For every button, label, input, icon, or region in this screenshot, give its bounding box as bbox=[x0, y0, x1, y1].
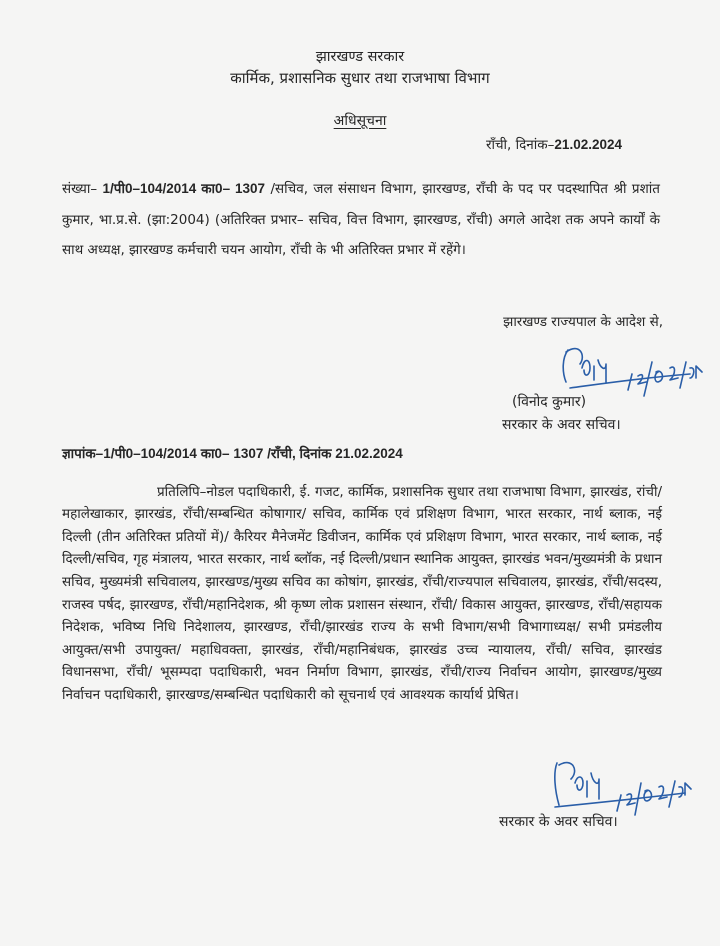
document-title-text: अधिसूचना bbox=[333, 113, 387, 129]
governor-order-line: झारखण्ड राज्यपाल के आदेश से, bbox=[503, 314, 663, 330]
copy-distribution-body bbox=[62, 458, 662, 707]
signatory-name: (विनोद कुमार) bbox=[512, 394, 587, 410]
government-heading: झारखण्ड सरकार bbox=[315, 49, 405, 65]
issue-date: 21.02.2024 bbox=[554, 137, 622, 152]
signatory-designation: सरकार के अवर सचिव। bbox=[502, 417, 621, 433]
memo-number-text: ज्ञापांक–1/पी0–104/2014 का0– 1307 /राँची, दिनांक 21.02.2024 bbox=[62, 446, 403, 461]
notification-text: /सचिव, जल संसाधन विभाग, झारखण्ड, राँची के पद पर पदस्थापित श्री प्रशांत कुमार, भा.प्र.से. (झा:2004) (अतिरिक्त प्रभार– सचिव, वित्त विभाग, झारखण्ड, राँची) अगले आदेश तक अपने कार्यों के साथ अध्यक्ष, झारखण्ड कर्मचारी चयन आयोग, राँची के भी अतिरिक्त प्रभार में रहेंगे। bbox=[62, 181, 660, 258]
number-label: संख्या– bbox=[62, 181, 103, 197]
department-heading: कार्मिक, प्रशासनिक सुधार तथा राजभाषा विभाग bbox=[230, 69, 490, 87]
place-label: राँची, दिनांक– bbox=[485, 137, 555, 153]
signatory-designation-2: सरकार के अवर सचिव। bbox=[499, 814, 618, 830]
notification-body bbox=[62, 174, 660, 266]
document-title bbox=[0, 111, 720, 130]
notification-number: 1/पी0–104/2014 का0– 1307 bbox=[102, 181, 266, 196]
copy-distribution-text: प्रतिलिपि–नोडल पदाधिकारी, ई. गजट, कार्मिक, प्रशासनिक सुधार तथा राजभाषा विभाग, झारखंड, रांची/महालेखाकार, झारखंड, राँची/सम्बन्धित कोषागार/ सचिव, कार्मिक एवं प्रशिक्षण विभाग, भारत सरकार, नार्थ ब्लाक, नई दिल्ली (तीन अतिरिक्त प्रतियों में)/ कैरियर मैनेजमेंट डिवीजन, कार्मिक एवं प्रशिक्षण विभाग, भारत सरकार, नार्थ ब्लाक, नई दिल्ली/सचिव, गृह मंत्रालय, भारत सरकार, नार्थ ब्लॉक, नई दिल्ली/प्रधान स्थानिक आयुक्त, झारखंड भवन/मुख्यमंत्री के प्रधान सचिव, मुख्यमंत्री सचिवालय, झारखण्ड/मुख्य सचिव का कोषांग, झारखंड, राँची/राज्यपाल सचिवालय, झारखंड, राँची/सदस्य, राजस्व पर्षद, झारखण्ड, राँची/महानिदेशक, श्री कृष्ण लोक प्रशासन संस्थान, राँची/ विकास आयुक्त, झारखण्ड, राँची/सहायक निदेशक, भविष्य निधि निदेशालय, झारखण्ड, राँची/झारखंड राज्य के सभी विभाग/सभी विभागाध्यक्ष/ सभी प्रमंडलीय आयुक्त/सभी उपायुक्त/ महाधिवक्ता, झारखंड, राँची/महानिबंधक, झारखंड उच्च न्यायालय, राँची/ सचिव, झारखंड विधानसभा, राँची/ भूसम्पदा पदाधिकारी, भवन निर्माण विभाग, झारखंड, राँची/राज्य निर्वाचन आयोग, झारखण्ड/मुख्य निर्वाचन पदाधिकारी, झारखण्ड/सम्बन्धित पदाधिकारी को सूचनार्थ एवं आवश्यक कार्यार्थ प्रेषित। bbox=[62, 483, 662, 703]
place-date bbox=[486, 135, 622, 153]
